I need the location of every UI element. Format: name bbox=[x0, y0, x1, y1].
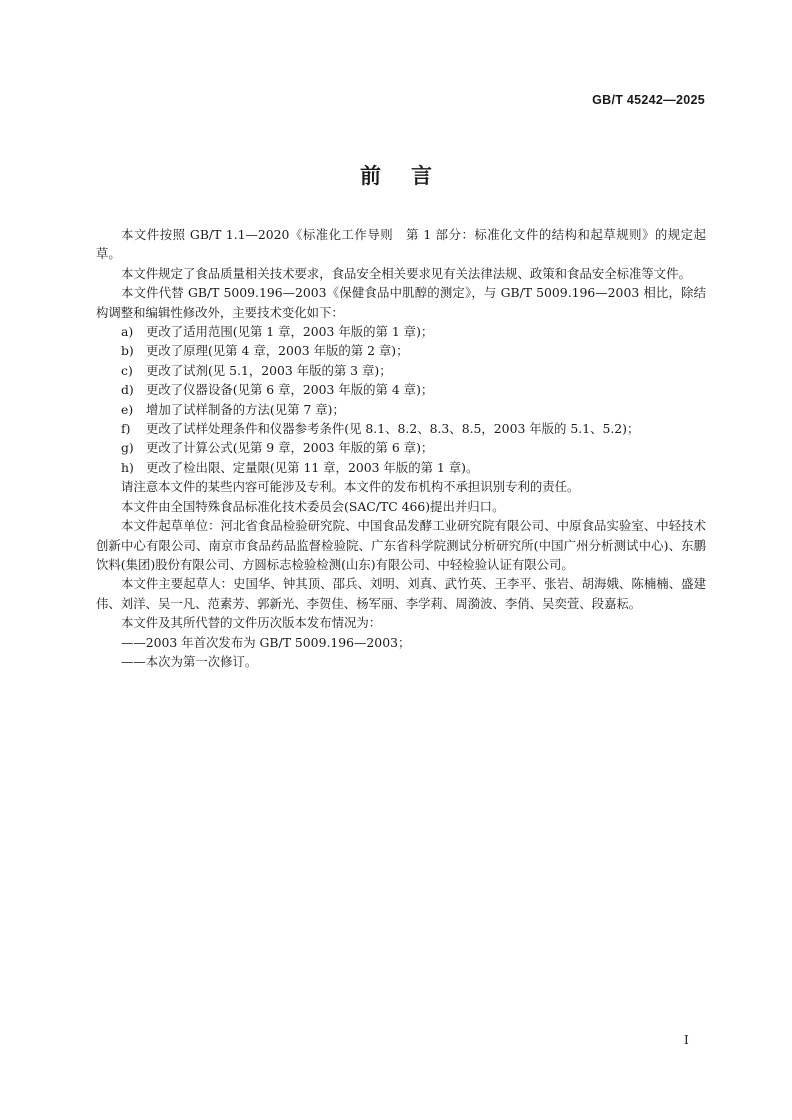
history-item: ——2003 年首次发布为 GB/T 5009.196—2003； bbox=[121, 634, 411, 650]
page-title: 前言 bbox=[360, 163, 462, 188]
change-list bbox=[96, 322, 706, 477]
list-item bbox=[96, 458, 706, 477]
paragraph: 本文件代替 GB/T 5009.196—2003《保健食品中肌醇的测定》，与 GB/T 5009.196—2003 相比，除结构调整和编辑性修改外，主要技术变化如下： bbox=[96, 285, 706, 320]
list-marker: c) bbox=[121, 362, 133, 378]
list-item-text: 更改了仪器设备(见第 6 章，2003 年版的第 4 章)； bbox=[146, 382, 434, 398]
list-marker: b) bbox=[121, 343, 134, 359]
list-item bbox=[96, 419, 706, 438]
list-item-text: 更改了试样处理条件和仪器参考条件(见 8.1、8.2、8.3、8.5，2003 年版的 5.1、5.2)； bbox=[146, 421, 640, 437]
list-marker: g) bbox=[121, 440, 134, 456]
standard-code: GB/T 45242—2025 bbox=[592, 93, 705, 107]
list-item bbox=[96, 438, 706, 457]
paragraph: 本文件主要起草人：史国华、钟其顶、邵兵、刘明、刘真、武竹英、王李平、张岩、胡海娥、陈楠楠、盛建伟、刘洋、吴一凡、范素芳、郭新光、李贺佳、杨军丽、李学莉、周漪波、李俏、吴奕萱、段嘉耘。 bbox=[96, 576, 706, 611]
list-marker: f) bbox=[121, 421, 131, 437]
page-number: I bbox=[684, 1033, 689, 1047]
list-item bbox=[96, 322, 706, 341]
list-item bbox=[96, 400, 706, 419]
history-item: ——本次为第一次修订。 bbox=[121, 653, 258, 669]
list-item-text: 更改了试剂(见 5.1，2003 年版的第 3 章)； bbox=[146, 362, 392, 378]
list-marker: a) bbox=[121, 324, 134, 340]
list-item bbox=[96, 341, 706, 360]
foreword-body bbox=[96, 225, 706, 671]
list-item-text: 更改了原理(见第 4 章，2003 年版的第 2 章)； bbox=[146, 343, 409, 359]
paragraph: 请注意本文件的某些内容可能涉及专利。本文件的发布机构不承担识别专利的责任。 bbox=[121, 479, 580, 495]
list-marker: d) bbox=[121, 382, 134, 398]
list-item-text: 更改了检出限、定量限(见第 11 章，2003 年版的第 1 章)。 bbox=[146, 459, 479, 475]
list-item bbox=[96, 361, 706, 380]
list-marker: e) bbox=[121, 401, 134, 417]
paragraph: 本文件起草单位：河北省食品检验研究院、中国食品发酵工业研究院有限公司、中原食品实验室、中轻技术创新中心有限公司、南京市食品药品监督检验院、广东省科学院测试分析研究所(中国广州分析测试中心)、东鹏饮料(集团)股份有限公司、方圆标志检验检测(山东)有限公司、中轻检验认证有限公司。 bbox=[96, 518, 706, 572]
list-item-text: 增加了试样制备的方法(见第 7 章)； bbox=[146, 401, 345, 417]
list-item-text: 更改了适用范围(见第 1 章，2003 年版的第 1 章)； bbox=[146, 324, 434, 340]
list-item bbox=[96, 380, 706, 399]
list-item-text: 更改了计算公式(见第 9 章，2003 年版的第 6 章)； bbox=[146, 440, 434, 456]
paragraph: 本文件及其所代替的文件历次版本发布情况为： bbox=[121, 615, 382, 631]
paragraph: 本文件按照 GB/T 1.1—2020《标准化工作导则 第 1 部分：标准化文件的结构和起草规则》的规定起草。 bbox=[96, 227, 706, 262]
paragraph: 本文件由全国特殊食品标准化技术委员会(SAC/TC 466)提出并归口。 bbox=[121, 498, 505, 514]
paragraph: 本文件规定了食品质量相关技术要求，食品安全相关要求见有关法律法规、政策和食品安全标准等文件。 bbox=[121, 265, 691, 281]
list-marker: h) bbox=[121, 459, 134, 475]
